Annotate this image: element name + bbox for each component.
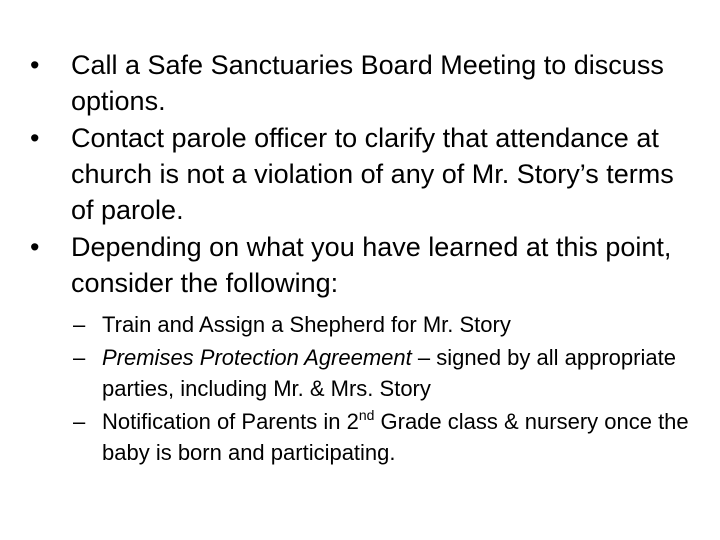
- dash-icon: –: [73, 345, 86, 370]
- sub-bullet-item-shepherd: [73, 309, 703, 340]
- bullet-item-parole-officer: [30, 120, 700, 228]
- dash-icon: –: [73, 409, 86, 434]
- bullet-text: Contact parole officer to clarify that attendance at church is not a violation of any of Mr. Story’s terms of parole.: [71, 123, 674, 225]
- bullet-icon: •: [30, 50, 40, 80]
- sub-bullet-list: [73, 309, 703, 470]
- bullet-item-consider-following: [30, 229, 700, 301]
- sub-bullet-text: Train and Assign a Shepherd for Mr. Story: [102, 312, 511, 337]
- bullet-list: [30, 47, 700, 302]
- bullet-icon: •: [30, 232, 40, 262]
- sub-bullet-text: Grade class & nursery once the baby is born and participating.: [102, 409, 689, 465]
- ordinal-suffix: nd: [358, 407, 375, 423]
- sub-bullet-item-notification: [73, 406, 703, 468]
- dash-icon: –: [73, 312, 86, 337]
- sub-bullet-text: Notification of Parents in 2: [102, 409, 359, 434]
- bullet-icon: •: [30, 123, 40, 153]
- sub-bullet-item-premises-agreement: [73, 342, 703, 404]
- bullet-text: Call a Safe Sanctuaries Board Meeting to discuss options.: [71, 50, 664, 116]
- bullet-text: Depending on what you have learned at this point, consider the following:: [71, 232, 672, 298]
- sub-bullet-text-italic: Premises Protection Agreement: [102, 345, 412, 370]
- sub-bullet-text: – signed by all appropriate parties, including Mr. & Mrs. Story: [102, 345, 676, 401]
- bullet-item-board-meeting: [30, 47, 700, 119]
